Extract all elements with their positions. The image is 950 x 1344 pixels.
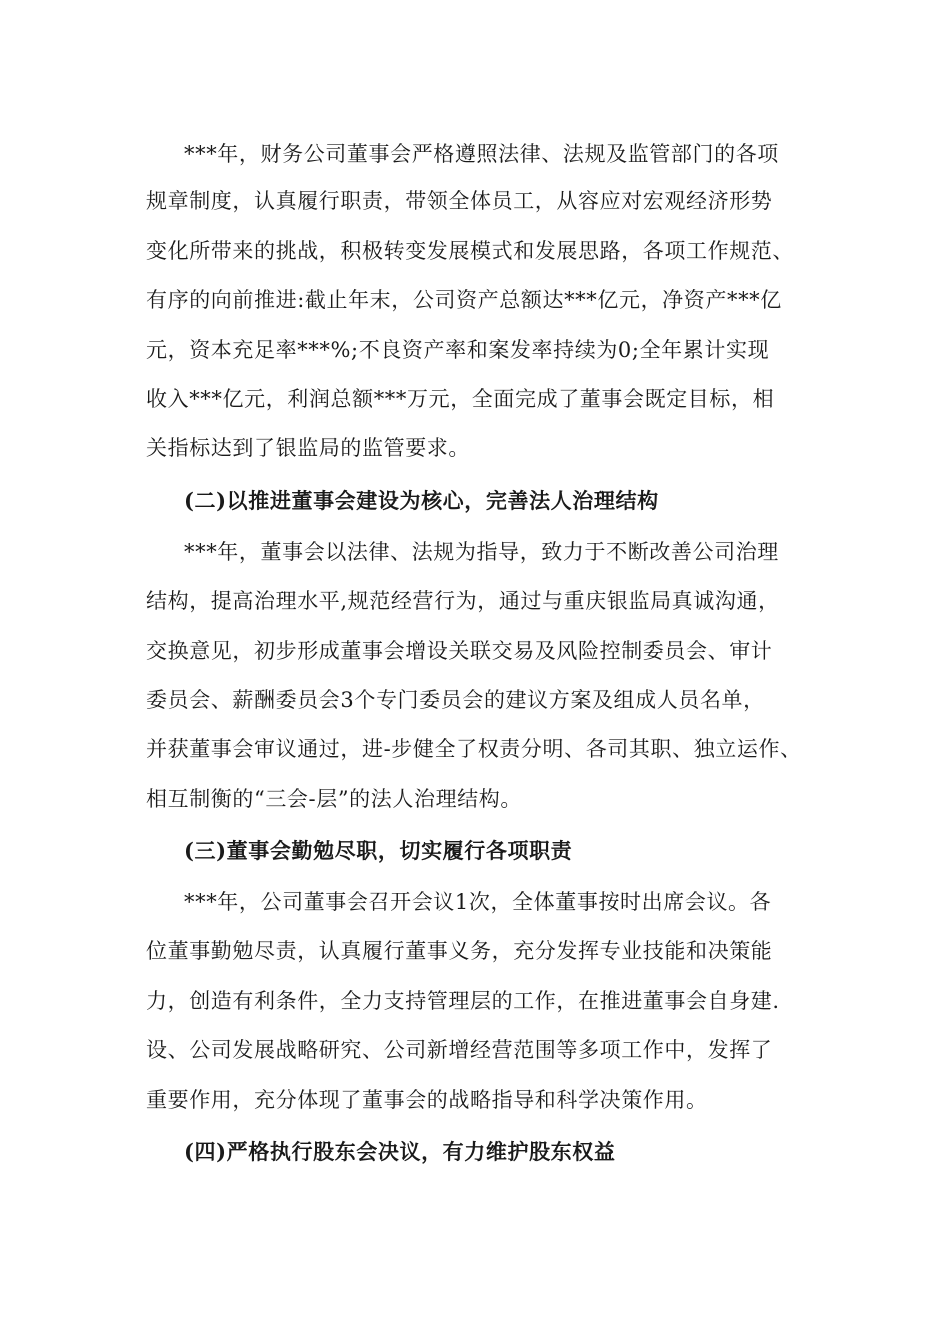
paragraph-line: ***年，董事会以法律、法规为指导，致力于不断改善公司治理 xyxy=(184,540,779,564)
paragraph-line: 关指标达到了银监局的监管要求。 xyxy=(146,436,470,460)
paragraph-line: ***年，财务公司董事会严格遵照法律、法规及监管部门的各项 xyxy=(184,142,779,166)
paragraph-line: 收入***亿元，利润总额***万元，全面完成了董事会既定目标，相 xyxy=(146,387,775,411)
paragraph-line: 相互制衡的“三会-层”的法人治理结构。 xyxy=(146,787,522,811)
paragraph-line: 交换意见，初步形成董事会增设关联交易及风险控制委员会、审计 xyxy=(146,639,773,663)
paragraph-line: 结构，提高治理水平,规范经营行为，通过与重庆银监局真诚沟通， xyxy=(146,589,780,613)
section-heading: (四)严格执行股东会决议，有力维护股东权益 xyxy=(184,1139,616,1164)
paragraph-line: 规章制度，认真履行职责，带领全体员工，从容应对宏观经济形势 xyxy=(146,189,773,213)
paragraph-line: 设、公司发展战略研究、公司新增经营范围等多项工作中，发挥了 xyxy=(146,1038,773,1062)
paragraph-line: 力，创造有利条件，全力支持管理层的工作，在推进董事会自身建. xyxy=(146,989,780,1013)
paragraph-line: ***年，公司董事会召开会议1次，全体董事按时出席会议。各 xyxy=(184,890,772,914)
section-heading: (二)以推进董事会建设为核心，完善法人治理结构 xyxy=(184,488,659,513)
paragraph-line: 并获董事会审议通过，进-步健全了权责分明、各司其职、独立运作、 xyxy=(146,737,802,761)
paragraph-line: 有序的向前推进:截止年末，公司资产总额达***亿元，净资产***亿 xyxy=(146,288,782,312)
paragraph-line: 委员会、薪酬委员会3个专门委员会的建议方案及组成人员名单， xyxy=(146,688,765,712)
paragraph-line: 变化所带来的挑战，积极转变发展模式和发展思路，各项工作规范、 xyxy=(146,239,794,263)
paragraph-line: 元，资本充足率***%;不良资产率和案发率持续为0;全年累计实现 xyxy=(146,338,770,362)
section-heading: (三)董事会勤勉尽职，切实履行各项职责 xyxy=(184,838,573,863)
paragraph-line: 位董事勤勉尽责，认真履行董事义务，充分发挥专业技能和决策能 xyxy=(146,939,773,963)
paragraph-line: 重要作用，充分体现了董事会的战略指导和科学决策作用。 xyxy=(146,1088,708,1112)
